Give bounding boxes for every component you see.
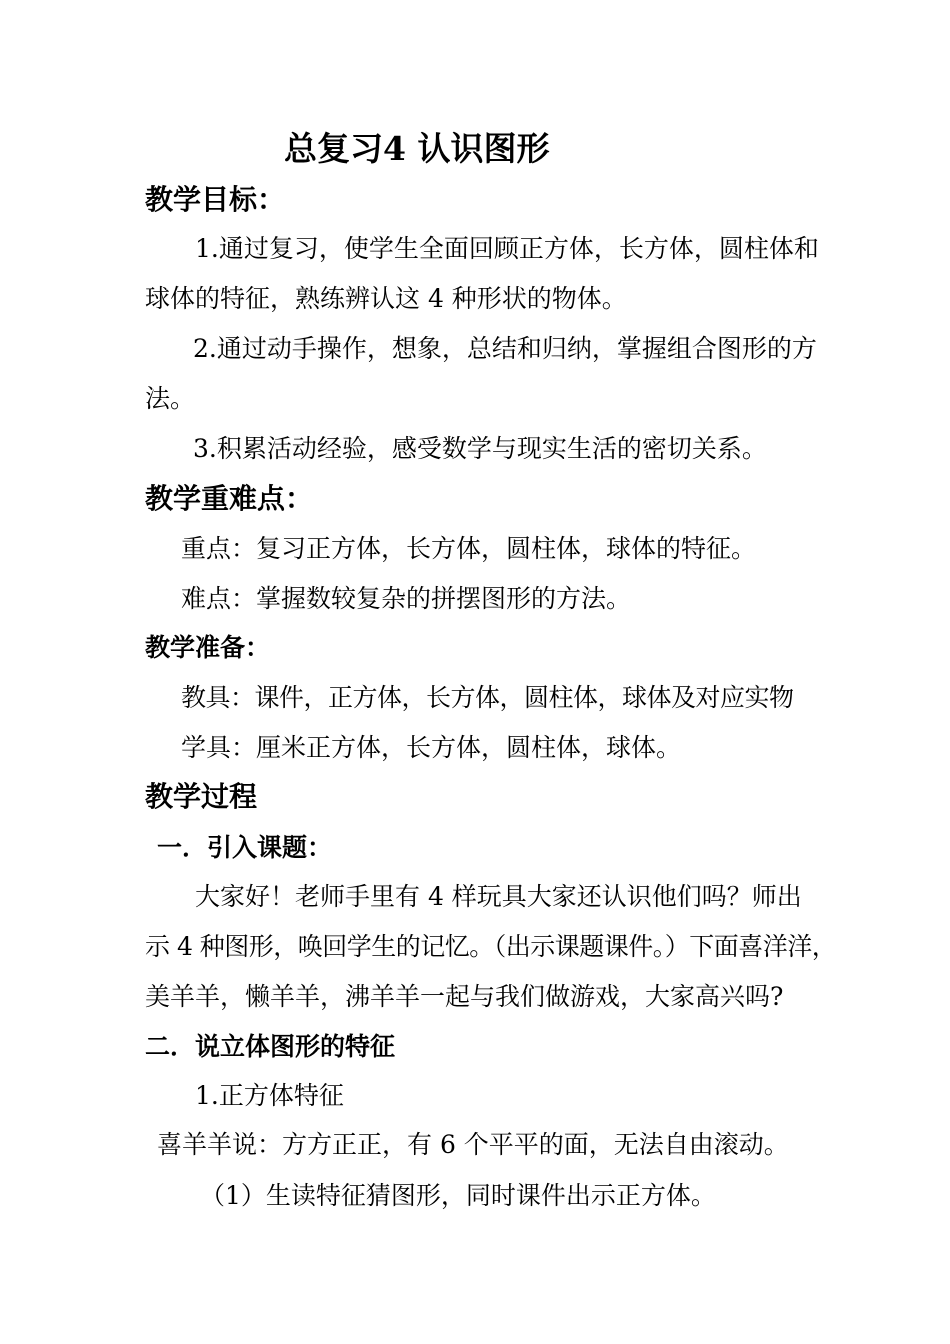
section-2-heading: 二．说立体图形的特征	[145, 1032, 396, 1061]
key-points-heading: 教学重难点：	[145, 482, 314, 515]
preparation-heading: 教学准备：	[145, 633, 271, 662]
objective-1-line2: 球体的特征，熟练辨认这 4 种形状的物体。	[145, 284, 627, 313]
difficult-point: 难点：掌握数较复杂的拼摆图形的方法。	[181, 584, 632, 613]
key-point: 重点：复习正方体，长方体，圆柱体，球体的特征。	[181, 534, 757, 563]
teacher-tools: 教具：课件，正方体，长方体，圆柱体，球体及对应实物	[181, 683, 794, 712]
student-tools: 学具：厘米正方体，长方体，圆柱体，球体。	[181, 733, 682, 762]
section-1-line3: 美羊羊，懒羊羊，沸羊羊一起与我们做游戏，大家高兴吗?	[145, 982, 784, 1011]
objective-1-line1: 1.通过复习，使学生全面回顾正方体，长方体，圆柱体和	[195, 234, 819, 263]
section-1-line2: 示 4 种图形，唤回学生的记忆。（出示课题课件。）下面喜洋洋，	[145, 932, 837, 961]
objective-2-line1: 2.通过动手操作，想象，总结和归纳，掌握组合图形的方	[193, 334, 817, 363]
section-2-step-1: （1）生读特征猜图形，同时课件出示正方体。	[200, 1181, 716, 1210]
section-1-line1: 大家好！老师手里有 4 样玩具大家还认识他们吗？师出	[195, 882, 802, 911]
objective-2-line2: 法。	[145, 384, 196, 413]
objective-3: 3.积累活动经验，感受数学与现实生活的密切关系。	[193, 434, 767, 463]
section-2-quote: 喜羊羊说：方方正正，有 6 个平平的面，无法自由滚动。	[157, 1130, 789, 1159]
section-1-heading: 一．引入课题：	[157, 833, 333, 862]
section-2-item-1: 1.正方体特征	[195, 1081, 344, 1110]
page-title: 总复习4 认识图形	[284, 129, 550, 168]
objectives-heading: 教学目标：	[145, 183, 286, 216]
process-heading: 教学过程	[145, 780, 258, 813]
